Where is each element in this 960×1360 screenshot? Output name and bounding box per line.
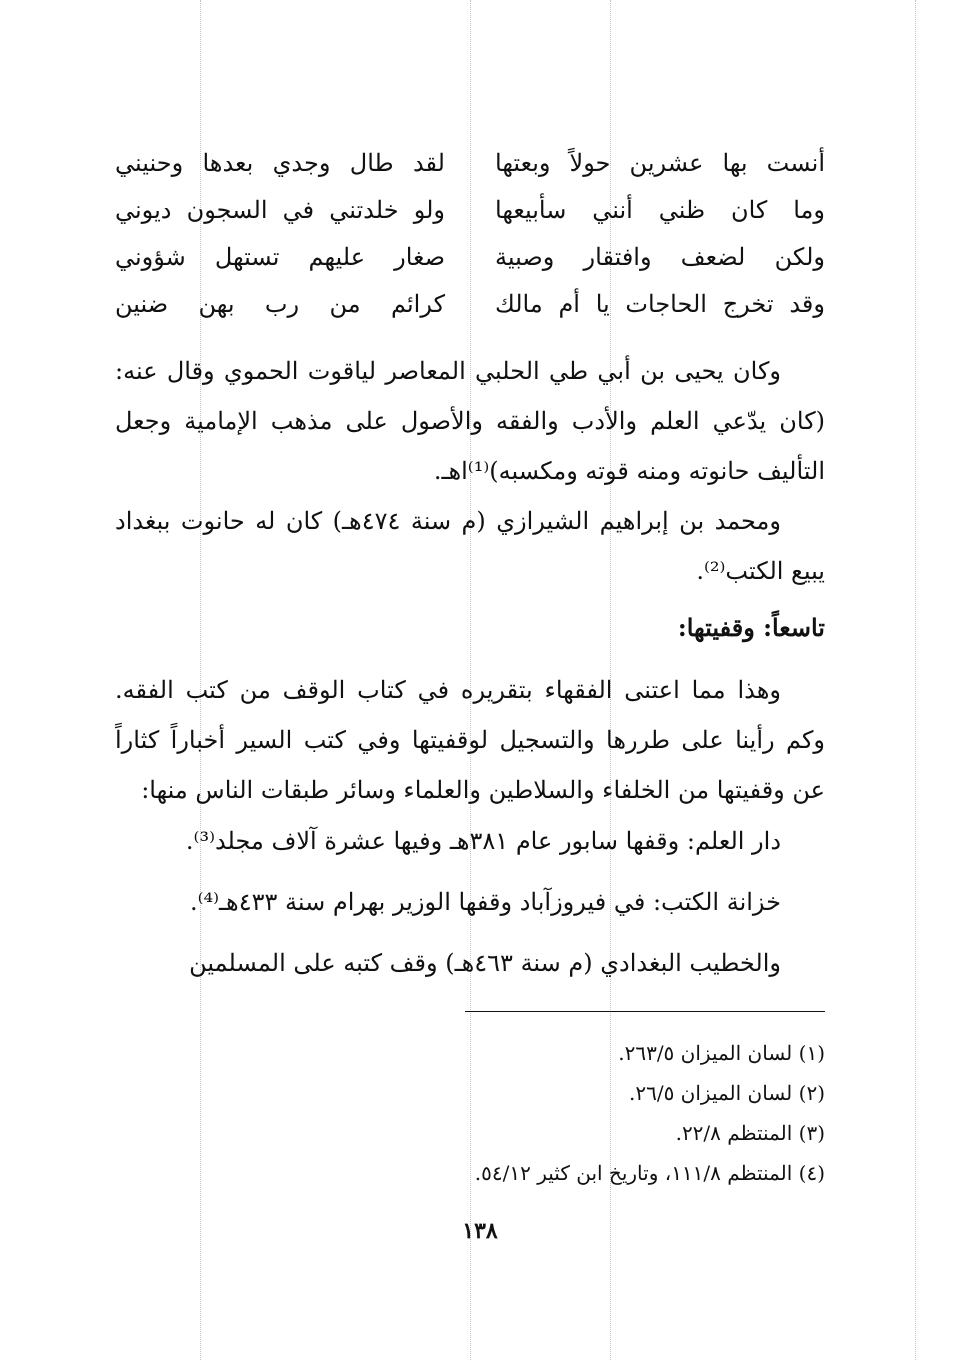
poem-verse bbox=[115, 284, 825, 324]
paragraph-shirazi: ومحمد بن إبراهيم الشيرازي (م سنة ٤٧٤هـ) كان له حانوت ببغداد يبيع الكتب⁽²⁾. bbox=[115, 507, 825, 585]
verse-second-hemistich: صغار عليهم تستهل شؤوني bbox=[115, 243, 445, 271]
poem-verse bbox=[115, 237, 825, 277]
verse-first-hemistich: ولكن لضعف وافتقار وصبية bbox=[495, 243, 825, 271]
paragraph-khatib: والخطيب البغدادي (م سنة ٤٦٣هـ) وقف كتبه على المسلمين bbox=[189, 949, 781, 977]
dotted-guide-line bbox=[915, 0, 916, 1360]
footnote: (٤) المنتظم ١١١/٨، وتاريخ ابن كثير ٥٤/١٢. bbox=[474, 1161, 825, 1185]
poem-verse bbox=[115, 143, 825, 183]
page-number: ١٣٨ bbox=[462, 1218, 498, 1244]
verse-second-hemistich: كرائم من رب بهن ضنين bbox=[115, 290, 445, 318]
paragraph-yahya: وكان يحيى بن أبي طي الحلبي المعاصر لياقوت الحموي وقال عنه: (كان يدّعي العلم والأدب والفقه والأصول على مذهب الإمامية وجعل التأليف حانوته ومنه قوته ومكسبه)⁽¹⁾اهـ. bbox=[115, 357, 825, 485]
paragraph-waqf: وهذا مما اعتنى الفقهاء بتقريره في كتاب الوقف من كتب الفقه. وكم رأينا على طررها والتسجيل لوقفيتها وفي كتب السير أخباراً كثاراً عن وقفيتها من الخلفاء والسلاطين والعلماء وسائر طبقات الناس منها: bbox=[115, 676, 825, 804]
poem-verse bbox=[115, 190, 825, 230]
footnote: (٣) المنتظم ٢٢/٨. bbox=[675, 1121, 825, 1145]
footnote: (٢) لسان الميزان ٢٦/٥. bbox=[628, 1081, 825, 1105]
verse-second-hemistich: ولو خلدتني في السجون ديوني bbox=[115, 196, 445, 224]
verse-second-hemistich: لقد طال وجدي بعدها وحنيني bbox=[115, 149, 445, 177]
verse-first-hemistich: أنست بها عشرين حولاً وبعتها bbox=[495, 149, 825, 177]
verse-first-hemistich: وما كان ظني أنني سأبيعها bbox=[495, 196, 825, 224]
section-heading: تاسعاً: وقفيتها: bbox=[677, 613, 825, 642]
paragraph-khizana: خزانة الكتب: في فيروزآباد وقفها الوزير بهرام سنة ٤٣٣هـ⁽⁴⁾. bbox=[189, 888, 781, 916]
footnote: (١) لسان الميزان ٢٦٣/٥. bbox=[618, 1041, 825, 1065]
footnote-separator bbox=[465, 1011, 825, 1012]
paragraph-dar-al-ilm: دار العلم: وقفها سابور عام ٣٨١هـ وفيها عشرة آلاف مجلد⁽³⁾. bbox=[185, 827, 781, 855]
verse-first-hemistich: وقد تخرج الحاجات يا أم مالك bbox=[495, 290, 825, 318]
